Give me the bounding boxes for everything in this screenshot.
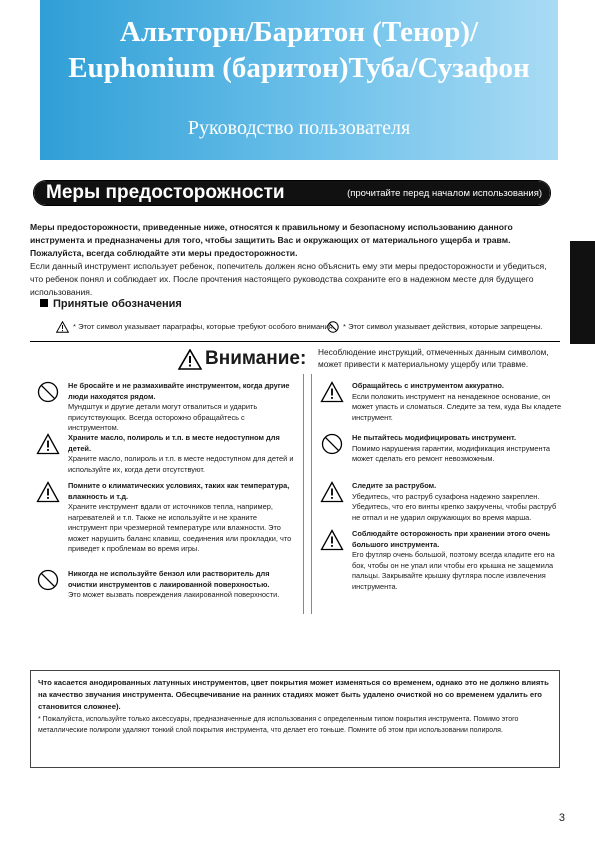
warning-icon [320,381,344,403]
item-text [68,481,294,555]
warning-label: Внимание: [205,348,307,369]
warning-icon [36,433,60,455]
warning-icon [56,321,69,333]
item-title: Следите за раструбом. [352,481,437,490]
side-tab-marker [570,241,595,344]
item-text [352,529,565,592]
right-item [320,529,565,592]
column-divider [303,374,304,614]
warning-icon [320,481,344,503]
section-title: Меры предосторожности [46,182,285,203]
item-text [352,481,565,523]
document-title [40,14,558,86]
divider [30,341,560,342]
intro-plain: Если данный инструмент использует ребенок, попечитель должен ясно объяснить ему эти меры предосторожности и убедиться, что ребенок понял и соблюдает их. После прочтения настоящего руководства сохраните его в надежном месте для будущего использования. [30,261,547,297]
item-text [352,381,565,423]
item-icon-wrap [320,481,352,523]
prohibited-icon [36,381,60,403]
item-icon-wrap [36,381,68,434]
right-item [320,481,565,523]
title-line-2: Euphonium (баритон)Туба/Сузафон [68,52,530,84]
item-body: Его футляр очень большой, поэтому всегда кладите его на бок, чтобы он не упал или чтобы его крышка не защемила пальцы. Закрывайте крышку футляра после извлечения инструмента. [352,550,555,591]
item-title: Никогда не используйте бензол или растворитель для очистки инструментов с лакированной поверхностью. [68,569,270,589]
item-icon-wrap [36,481,68,555]
intro-bold: Меры предосторожности, приведенные ниже, относятся к правильному и безопасному использованию данного инструмента и предназначены для того, чтобы защитить Вас и окружающих от материального ущерба и травм. Пожалуйста, всегда соблюдайте эти меры предосторожности. [30,222,513,258]
section-note: (прочитайте перед началом использования) [347,188,542,199]
item-icon-wrap [320,433,352,465]
square-bullet-icon [40,299,48,307]
item-icon-wrap [36,569,68,601]
intro-text [30,221,560,299]
item-icon-wrap [36,433,68,475]
item-title: Соблюдайте осторожность при хранении этого очень большого инструмента. [352,529,551,549]
left-item [36,381,294,434]
symbols-heading-label: Принятые обозначения [53,298,182,310]
prohibited-icon [320,433,344,455]
prohibited-icon [36,569,60,591]
prohibit-legend-text: * Этот символ указывает действия, которые запрещены. [343,322,543,331]
warning-icon [178,349,202,370]
title-line-1: Альтгорн/Баритон (Тенор)/ [119,16,479,48]
right-item [320,381,565,423]
warning-symbol-legend [56,321,335,333]
column-divider [311,374,312,614]
item-icon-wrap [320,381,352,423]
item-title: Обращайтесь с инструментом аккуратно. [352,381,504,390]
item-title: Не пытайтесь модифицировать инструмент. [352,433,517,442]
notice-footnote: * Пожалуйста, используйте только аксессуары, предназначенные для использования с определенным типом покрытия инструмента. Помимо этого металлические полироли удаляют тонкий слой покрытия инструмента, что делает его тоньше. Помните об этом при использовании полироля. [38,716,519,734]
item-title: Храните масло, полироль и т.п. в месте недоступном для детей. [68,433,280,453]
item-body: Храните инструмент вдали от источников тепла, например, нагревателей и т.п. Также не используйте и не храните инструмент при чрезмерной температуре или влажности. Это может нарушить баланс клавиш, соединения или прокладки, что приведет к проблемам во время игры. [68,502,292,553]
item-body: Храните масло, полироль и т.п. в месте недоступном для детей и используйте их, когда дети отсутствуют. [68,454,294,474]
item-body: Это может вызвать повреждения лакированной поверхности. [68,590,280,599]
item-icon-wrap [320,529,352,592]
item-title: Помните о климатических условиях, таких как температура, влажность и т.д. [68,481,290,501]
item-text [352,433,565,465]
left-item [36,433,294,475]
item-body: Мундштук и другие детали могут отвалиться и ударить присутствующих. Всегда осторожно обращайтесь с инструментом. [68,402,258,432]
warning-legend-text: * Этот символ указывает параграфы, которые требуют особого внимания. [73,322,335,331]
warning-heading [178,348,306,370]
left-item [36,481,294,555]
item-text [68,381,294,434]
warning-icon [320,529,344,551]
anodized-notice-box [30,670,560,768]
item-text [68,433,294,475]
left-item [36,569,294,601]
warning-description: Несоблюдение инструкций, отмеченных данным символом, может привести к материальному ущербу или травме. [318,347,549,369]
item-text [68,569,294,601]
item-body: Помимо нарушения гарантии, модификация инструмента может сделать его ремонт невозможным. [352,443,551,463]
item-body: Если положить инструмент на ненадежное основание, он может упасть и сломаться. Следите за тем, куда Вы кладете инструмент. [352,391,562,422]
document-subtitle: Руководство пользователя [187,117,411,139]
warning-icon [36,481,60,503]
prohibit-symbol-legend [327,321,543,333]
prohibited-icon [327,321,339,333]
item-title: Не бросайте и не размахивайте инструментом, когда другие люди находятся рядом. [68,381,290,401]
right-item [320,433,565,465]
section-heading-bar [33,180,551,206]
item-body: Убедитесь, что раструб сузафона надежно закреплен. Убедитесь, что его винты крепко закручены, чтобы раструб не отпал и не ударил окружающих во время марша. [352,491,557,522]
symbols-heading [40,298,182,310]
page-number: 3 [558,812,565,824]
notice-bold: Что касается анодированных латунных инструментов, цвет покрытия может изменяться со временем, однако это не должно влиять на качество звучания инструмента. Обесцвечивание на ранних стадиях может быть удалено очисткой но со временем удалить его становится сложнее). [38,678,549,711]
